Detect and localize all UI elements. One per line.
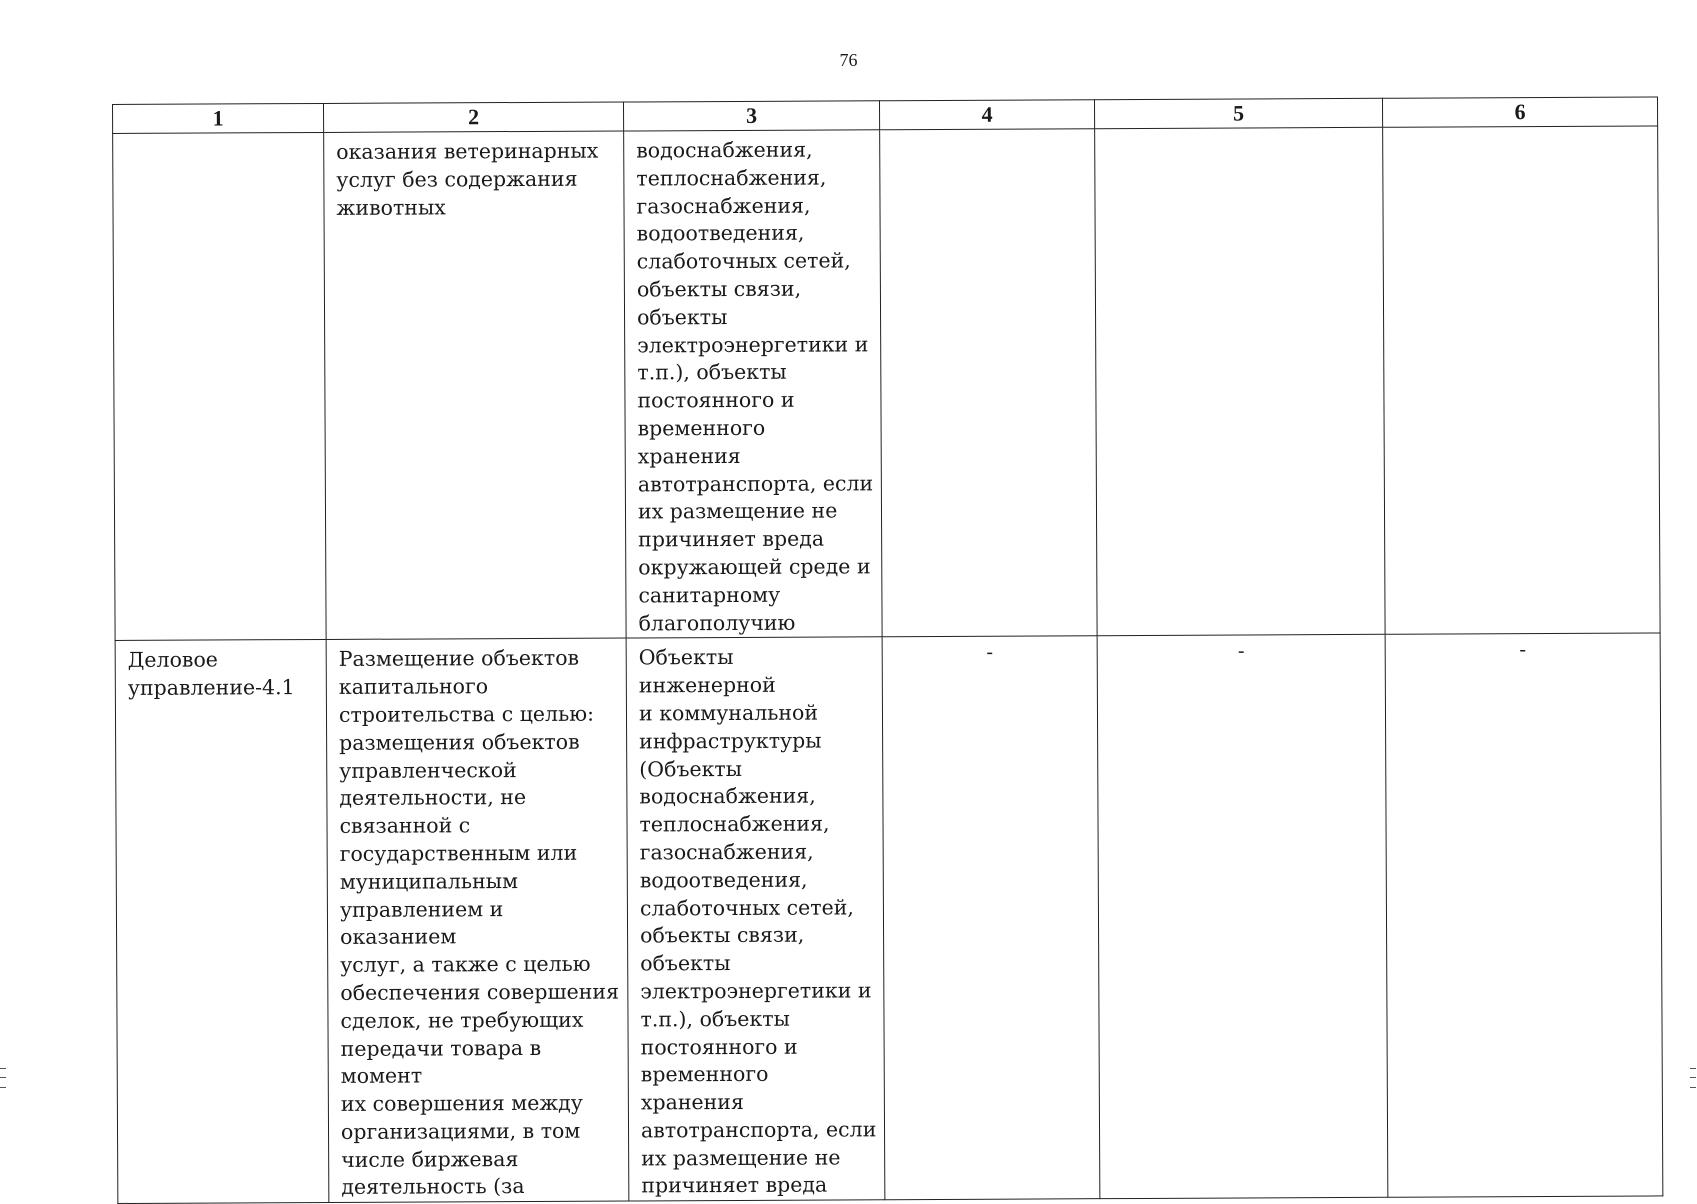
table-cell [1385, 633, 1663, 1197]
scan-edge-mark-right [1690, 1068, 1696, 1088]
table-cell [882, 636, 1100, 1200]
column-header-2: 2 [323, 102, 623, 132]
table-row [115, 633, 1663, 1203]
cell-text: водоснабжения, теплоснабжения, газоснабжения, водоотведения, слаботочных сетей, объекты связи, объекты электроэнергетики и т.п.), объекты постоянного и временного хранения автотранспорта, если их размещение не причиняет вреда окружающей среде и санитарному благополучию [636, 137, 874, 635]
column-header-6: 6 [1382, 97, 1657, 127]
column-header-5: 5 [1094, 98, 1382, 128]
table-cell [1095, 127, 1385, 636]
table-cell [113, 132, 326, 640]
cell-text: оказания ветеринарных услуг без содержания животных [336, 138, 599, 220]
cell-dash: - [1237, 638, 1245, 663]
table-cell [624, 130, 882, 639]
cell-text: Объекты инженерной и коммунальной инфраструктуры (Объекты водоснабжения, теплоснабжения, газоснабжения, водоотведения, слаботочных сетей, объекты связи, объекты электроэнергетики и т.п.), объекты постоянного и временного хранения автотранспорта, если их размещение не причиняет вреда [638, 645, 877, 1198]
table-cell [1097, 635, 1388, 1199]
column-header-1: 1 [113, 103, 324, 133]
cell-text: Деловое управление-4.1 [127, 647, 295, 701]
table-cell [324, 131, 626, 640]
table-cell [626, 637, 885, 1201]
page-number: 76 [839, 50, 858, 70]
column-header-3: 3 [623, 101, 879, 131]
table-cell [326, 638, 629, 1202]
column-header-4: 4 [879, 100, 1094, 130]
table-cell [1383, 126, 1660, 635]
cell-text [880, 129, 1094, 136]
cell-text [113, 133, 323, 140]
table-cell [880, 129, 1097, 637]
cell-text: Размещение объектов капитального строительства с целью: размещения объектов управленческой деятельности, не связанной с государственным или муниципальным управлением и оказанием услуг, а также с целью обеспечения совершения сделок, не требующих передачи товара в момент их совершения между организациями, в том числе биржевая деятельность (за [338, 646, 620, 1200]
cell-text [1383, 126, 1657, 133]
table-cell [115, 640, 329, 1204]
cell-dash: - [1519, 637, 1527, 662]
scan-edge-mark-left [0, 1068, 6, 1088]
cell-dash: - [986, 640, 994, 665]
cell-text [1095, 128, 1382, 135]
table-row [113, 126, 1660, 641]
regulations-table [112, 96, 1663, 1204]
